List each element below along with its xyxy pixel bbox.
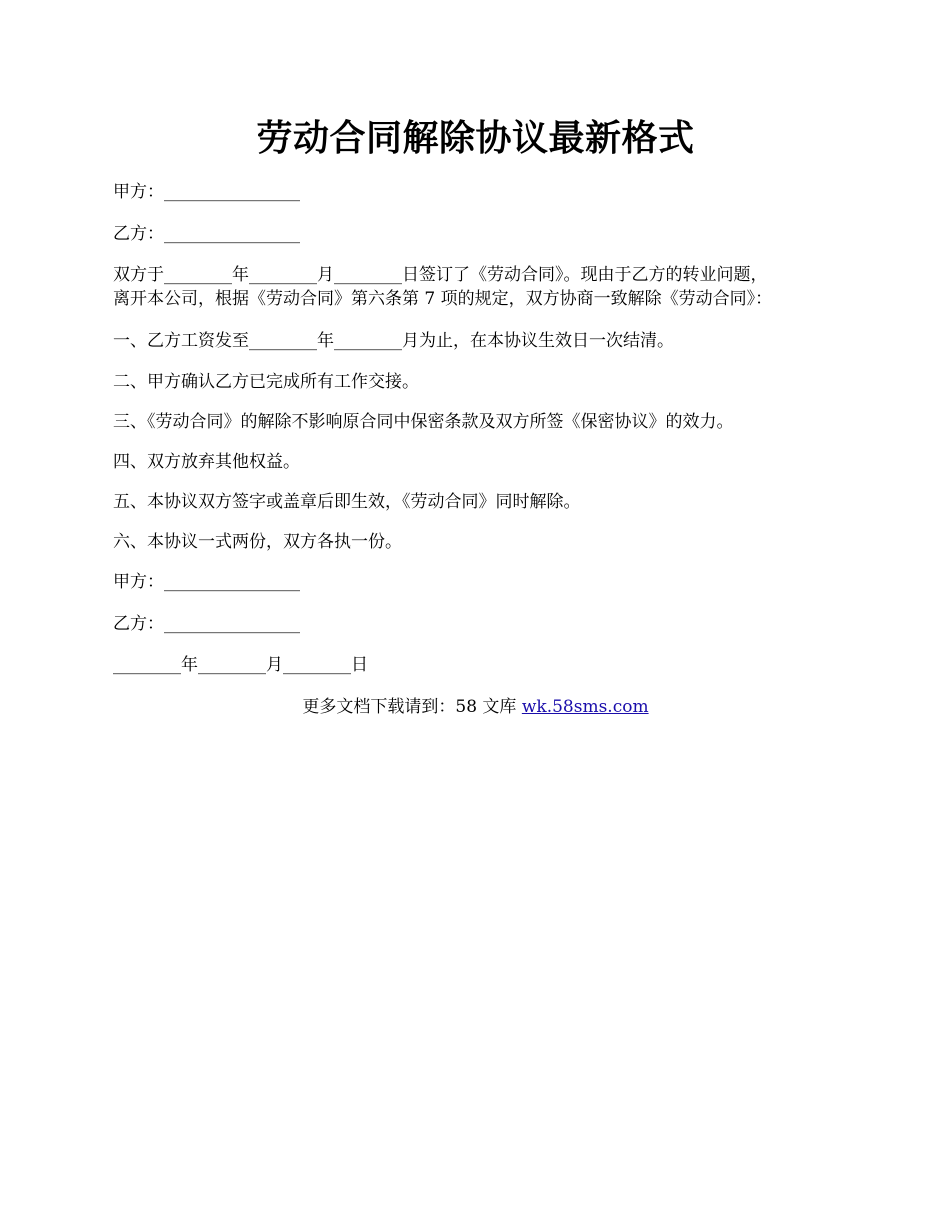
clause-6: 六、本协议一式两份，双方各执一份。 (113, 532, 402, 552)
party-b-signature-line: 乙方：________________ (113, 614, 300, 634)
date-line: ________年________月________日 (113, 655, 368, 675)
party-a-line: 甲方：________________ (113, 182, 300, 202)
clause-4: 四、双方放弃其他权益。 (113, 452, 300, 472)
party-a-signature-line: 甲方：________________ (113, 572, 300, 592)
intro-paragraph (113, 263, 838, 311)
footer-prefix: 更多文档下载请到：58 文库 (302, 697, 522, 717)
footer-link[interactable]: wk.58sms.com (521, 697, 649, 717)
clause-3: 三、《劳动合同》的解除不影响原合同中保密条款及双方所签《保密协议》的效力。 (113, 412, 734, 432)
document-title: 劳动合同解除协议最新格式 (256, 117, 695, 159)
clause-1: 一、乙方工资发至________年________月为止，在本协议生效日一次结清。 (113, 331, 674, 351)
footer-note (113, 695, 838, 719)
intro-line-1: 双方于________年________月________日签订了《劳动合同》。现由于乙方的转业问题， (113, 265, 768, 285)
party-b-line: 乙方：________________ (113, 224, 300, 244)
clause-5: 五、本协议双方签字或盖章后即生效，《劳动合同》同时解除。 (113, 492, 581, 512)
clause-2: 二、甲方确认乙方已完成所有工作交接。 (113, 372, 419, 392)
intro-line-2: 离开本公司，根据《劳动合同》第六条第 7 项的规定，双方协商一致解除《劳动合同》： (113, 289, 773, 309)
